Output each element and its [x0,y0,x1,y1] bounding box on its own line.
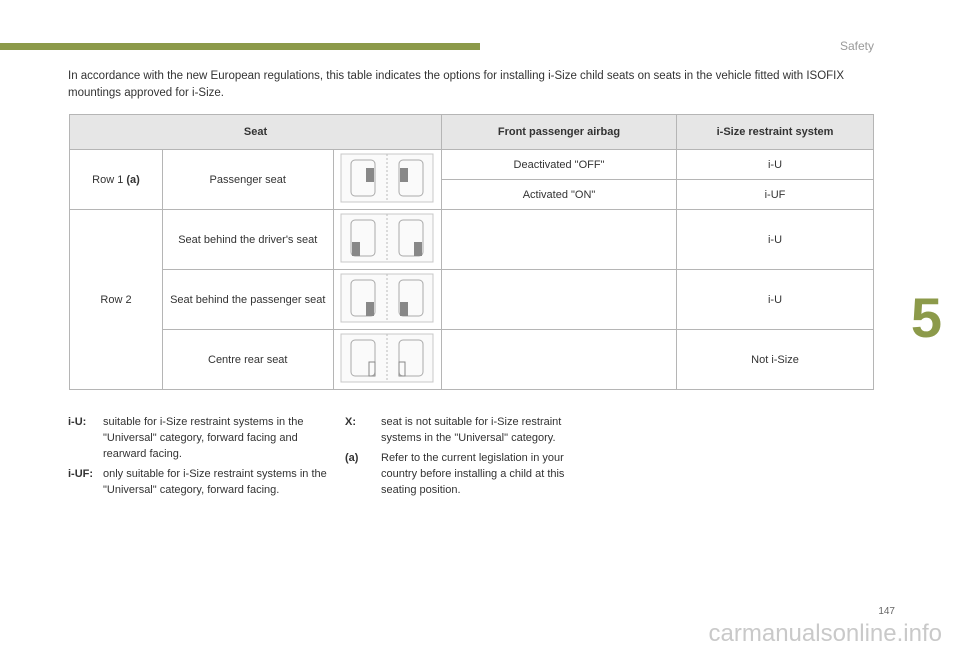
header-airbag: Front passenger airbag [442,115,677,150]
legend-a [345,450,595,498]
seat-position-diagram-icon [339,332,435,384]
row1-label-cell [70,150,163,210]
row1-airbag-off: Deactivated "OFF" [442,150,677,180]
row2-airbag-empty [442,270,677,330]
legend-iuf-key: i-UF: [68,468,94,480]
row2-seat-label: Seat behind the driver's seat [163,210,334,270]
row2-system-value: i-U [677,210,874,270]
row1-note: (a) [126,173,140,186]
row1-label: Row 1 [92,173,124,186]
row1-airbag-on: Activated "ON" [442,180,677,210]
row2-system-value: Not i-Size [677,330,874,390]
legend-iu [68,414,330,462]
header-seat: Seat [70,115,442,150]
row2-seat-label: Centre rear seat [163,330,334,390]
watermark: carmanualsonline.info [708,620,942,647]
legend-iuf-text: only suitable for i-Size restraint systems in the "Universal" category, forward facing. [103,468,327,496]
legend-x-key: X: [345,416,356,428]
legend-iuf [68,466,330,498]
section-color-bar [0,43,480,50]
page-number: 147 [878,606,895,617]
row1-system-off: i-U [677,150,874,180]
row2-seat-label: Seat behind the passenger seat [163,270,334,330]
car-diagram-centre-rear [333,330,442,390]
legend-iu-text: suitable for i-Size restraint systems in the "Universal" category, forward facing and rearward facing. [103,416,304,460]
legend-iu-key: i-U: [68,416,87,428]
seat-position-diagram-icon [339,272,435,324]
isize-seat-table [69,114,874,390]
seat-position-diagram-icon [339,152,435,204]
row2-label: Row 2 [70,210,163,390]
legend-a-key: (a) [345,452,359,464]
chapter-number: 5 [910,286,942,349]
legend-x [345,414,595,446]
car-diagram-behind-passenger [333,270,442,330]
section-title: Safety [839,39,874,53]
row2-airbag-empty [442,210,677,270]
row2-airbag-empty [442,330,677,390]
intro-paragraph: In accordance with the new European regulations, this table indicates the options for installing i-Size child seats on seats in the vehicle fitted with ISOFIX mountings approved for i-Size. [68,70,845,99]
legend-a-text: Refer to the current legislation in your country before installing a child at this seating position. [381,452,565,496]
car-diagram-behind-driver [333,210,442,270]
car-diagram-front-passenger [333,150,442,210]
row1-seat: Passenger seat [163,150,334,210]
legend-x-text: seat is not suitable for i-Size restraint systems in the "Universal" category. [381,416,562,444]
row2-system-value: i-U [677,270,874,330]
row1-system-on: i-UF [677,180,874,210]
header-system: i-Size restraint system [677,115,874,150]
seat-position-diagram-icon [339,212,435,264]
